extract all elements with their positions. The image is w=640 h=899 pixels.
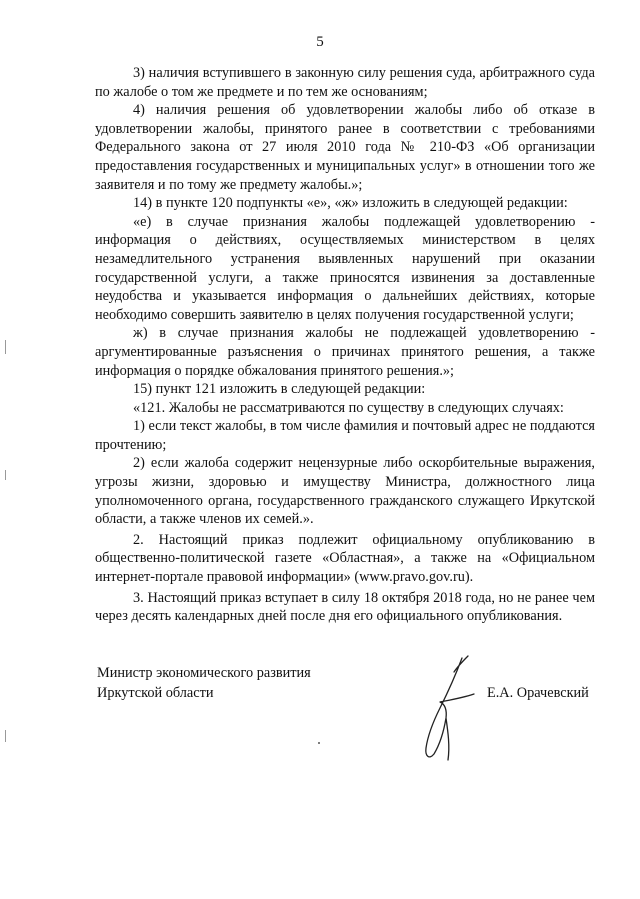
scan-edge-mark xyxy=(5,470,6,480)
scan-edge-mark xyxy=(5,340,6,354)
paragraph-article-121: «121. Жалобы не рассматриваются по существу в следующих случаях: xyxy=(133,399,564,416)
signatory-position xyxy=(97,663,311,703)
paragraph-effective-date: 3. Настоящий приказ вступает в силу 18 октября 2018 года, но не ранее чем через десять календарных дней после дня его официального опубликования. xyxy=(95,589,595,625)
scan-edge-mark xyxy=(5,730,6,742)
paragraph-case-2: 2) если жалоба содержит нецензурные либо оскорбительные выражения, угрозы жизни, здоровью и имуществу Министра, должностного лица уполномоченного органа, государственного гражданского служащего Иркутской области, а также членов их семей.». xyxy=(95,455,595,528)
paragraph-point-14: 14) в пункте 120 подпункты «е», «ж» изложить в следующей редакции: xyxy=(133,195,568,212)
signatory-position-line1: Министр экономического развития xyxy=(97,665,311,681)
scan-dot xyxy=(318,742,320,744)
handwritten-signature xyxy=(410,648,490,768)
document-body xyxy=(95,64,595,626)
paragraph-point-15: 15) пункт 121 изложить в следующей редакции: xyxy=(133,381,426,398)
signatory-name: Е.А. Орачевский xyxy=(487,685,589,701)
paragraph-publication: 2. Настоящий приказ подлежит официальному опубликованию в общественно-политической газете «Областная», а также на «Официальном интернет-портале правовой информации» (www.pravo.gov.ru). xyxy=(95,531,595,586)
paragraph-case-1: 1) если текст жалобы, в том числе фамилия и почтовый адрес не поддаются прочтению; xyxy=(95,418,595,453)
paragraph-subpoint-e: «е) в случае признания жалобы подлежащей удовлетворению - информация о действиях, осуществляемых министерством в целях незамедлительного устранения выявленных нарушений при оказании государственной услуги, а также приносятся извинения за доставленные неудобства и указывается информация о дальнейших действиях, которые необходимо совершить заявителю в целях получения государственной услуги; xyxy=(95,213,595,323)
signatory-position-line2: Иркутской области xyxy=(97,685,214,701)
paragraph-subpoint-zh: ж) в случае признания жалобы не подлежащей удовлетворению - аргументированные разъяснения о причинах принятого решения, а также информация о порядке обжалования принятого решения.»; xyxy=(95,325,595,379)
page-number: 5 xyxy=(316,34,324,50)
paragraph-item-4: 4) наличия решения об удовлетворении жалобы либо об отказе в удовлетворении жалобы, принятого ранее в соответствии с требованиями Федерального закона от 27 июля 2010 года № 210-ФЗ «Об организации предоставления государственных и муниципальных услуг» в отношении того же заявителя и по тому же предмету жалобы.»; xyxy=(95,102,595,193)
paragraph-item-3: 3) наличия вступившего в законную силу решения суда, арбитражного суда по жалобе о том же предмете и по тем же основаниям; xyxy=(95,65,595,100)
